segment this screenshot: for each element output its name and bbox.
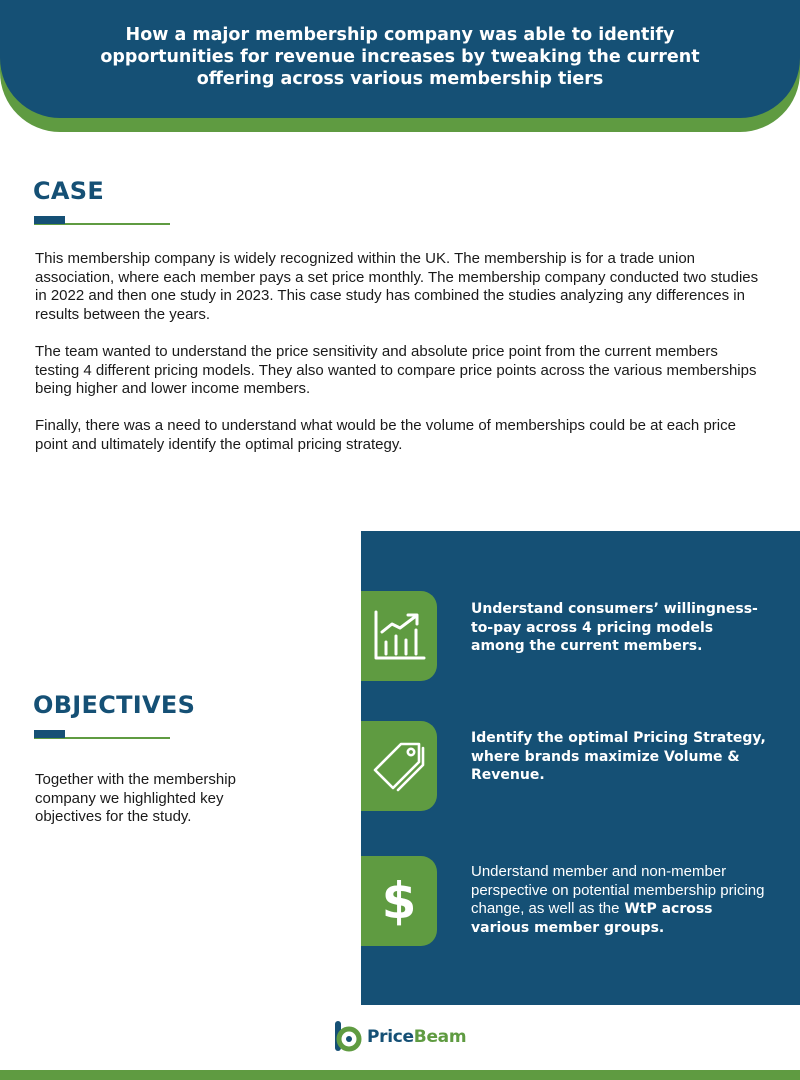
objectives-heading: OBJECTIVES (33, 691, 196, 719)
page-title: How a major membership company was able to identify opportunities for revenue increases by tweaking the current offering across various membership tiers (100, 25, 700, 89)
case-underline-blue (34, 216, 65, 224)
objective-text-bold: WtP across various member groups. (471, 901, 713, 936)
objective-text: Understand consumers’ willingness-to-pay across 4 pricing models among the current members. (471, 601, 758, 655)
objective-text: Identify the optimal Pricing Strategy, where brands maximize Volume & Revenue. (471, 730, 766, 784)
objective-icon-tab (361, 721, 437, 811)
logo-text-price: Price (367, 1027, 414, 1047)
dollar-icon: $ (381, 872, 417, 930)
logo-mark-icon (333, 1019, 363, 1055)
price-tag-icon (371, 738, 427, 794)
case-paragraph: Finally, there was a need to understand what would be the volume of memberships could be at each price point and ultimately identify the optimal pricing strategy. (35, 417, 736, 453)
growth-chart-icon (372, 610, 426, 662)
objective-icon-tab (361, 856, 437, 946)
footer-bar (0, 1070, 800, 1080)
pricebeam-logo (333, 1019, 466, 1055)
case-body (35, 250, 765, 473)
objectives-intro: Together with the membership company we highlighted key objectives for the study. (35, 771, 236, 826)
case-heading: CASE (33, 177, 105, 205)
case-paragraph: The team wanted to understand the price sensitivity and absolute price point from the current members testing 4 different pricing models. They also wanted to compare price points across the various memberships being higher and lower income members. (35, 342, 757, 398)
logo-text-beam: Beam (413, 1027, 467, 1047)
objective-text-plain: Understand member and non-member perspective on potential membership pricing change, as well as the (471, 863, 765, 918)
objective-icon-tab (361, 591, 437, 681)
objective-text (471, 863, 771, 937)
objectives-underline-blue (34, 730, 65, 738)
case-paragraph: This membership company is widely recognized within the UK. The membership is for a trade union association, where each member pays a set price monthly. The membership company conducted two studies in 2022 and then one study in 2023. This case study has combined the studies analyzing any differences in results between the years. (35, 250, 759, 323)
